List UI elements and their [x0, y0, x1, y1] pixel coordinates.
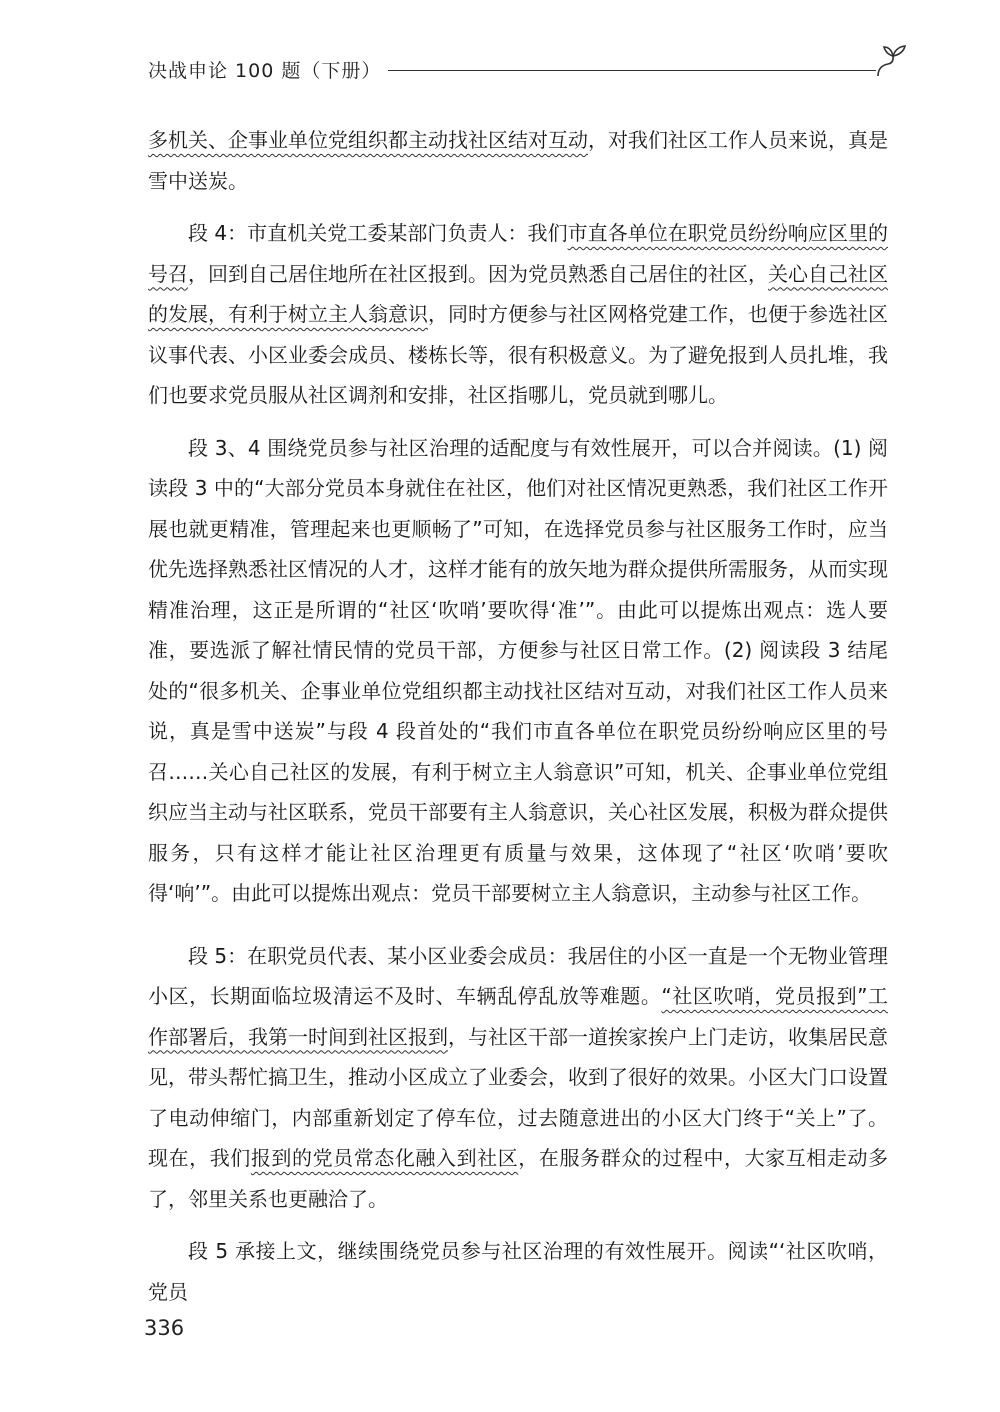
- sprout-icon: [874, 42, 908, 78]
- underlined-text: 市直各单位在职党员纷纷响应区里的号召: [148, 221, 888, 286]
- underlined-text: 关心自己社区的发展，有利于树立主人翁意识: [148, 261, 888, 326]
- book-title: 决战申论 100 题（下册）: [148, 60, 382, 82]
- underlined-text: 报到的党员常态化融入到社区: [250, 1146, 519, 1170]
- paragraph-4: [148, 936, 888, 1220]
- underlined-text: 多机关、企事业单位党组织都主动找社区结对互动: [148, 128, 588, 152]
- text-segment: 段 5 承接上文，继续围绕党员参与社区治理的有效性展开。阅读“‘社区吹哨，党员: [148, 1239, 888, 1304]
- underlined-text: “社区吹哨，党员报到”工作部署后，我第一时间到社区报到: [148, 984, 888, 1049]
- text-segment: ，在服务群众的过程中，大家互相走动多了，邻里关系也更融洽了。: [148, 1146, 889, 1211]
- page-number: 336: [144, 1316, 185, 1340]
- text-segment: ，回到自己居住地所在社区报到。因为党员熟悉自己居住的社区，: [188, 261, 768, 286]
- text-segment: 段 3、4 围绕党员参与社区治理的适配度与有效性展开，可以合并阅读。(1) 阅读段 3 中的“大部分党员本身就住在社区，他们对社区情况更熟悉，我们社区工作开展也就更精准，管理起来也更顺畅了”可知，在选择党员参与社区服务工作时，应当优先选择熟悉社区情况的人才，这样才能有的放矢地为群众提供所需服务，从而实现精准治理，这正是所谓的“社区‘吹哨’要吹得‘准’”。由此可以提炼出观点：选人要准，要选派了解社情民情的党员干部，方便参与社区日常工作。(2) 阅读段 3 结尾处的“很多机关、企事业单位党组织都主动找社区结对互动，对我们社区工作人员来说，真是雪中送炭”与段 4 段首处的“我们市直各单位在职党员纷纷响应区里的号召……关心自己社区的发展，有利于树立主人翁意识”可知，机关、企事业单位党组织应当主动与社区联系，党员干部要有主人翁意识，关心社区发展，积极为群众提供服务，只有这样才能让社区治理更有质量与效果，这体现了“社区‘吹哨’要吹得‘响’”。由此可以提炼出观点：党员干部要树立主人翁意识，主动参与社区工作。: [148, 435, 888, 905]
- text-segment: ，同时方便参与社区网格党建工作，也便于参选社区议事代表、小区业委会成员、楼栋长等，很有积极意义。为了避免报到人员扎堆，我们也要求党员服从社区调剂和安排，社区指哪儿，党员就到哪儿。: [148, 302, 888, 407]
- page-body: [148, 120, 888, 1312]
- paragraph-5: [148, 1231, 888, 1312]
- paragraph-3: [148, 428, 888, 914]
- text-segment: ，对我们社区工作人员来说，真是雪中送炭。: [148, 128, 888, 193]
- running-header: [148, 52, 900, 92]
- text-segment: ，与社区干部一道挨家挨户上门走访，收集居民意见，带头帮忙搞卫生，推动小区成立了业委会，收到了很好的效果。小区大门口设置了电动伸缩门，内部重新划定了停车位，过去随意进出的小区大门终于“关上”了。现在，我们: [148, 1024, 888, 1170]
- header-rule: [388, 70, 876, 71]
- paragraph-2: [148, 213, 888, 416]
- text-segment: 段 4：市直机关党工委某部门负责人：我们: [188, 221, 568, 245]
- text-segment: 段 5：在职党员代表、某小区业委会成员：我居住的小区一直是一个无物业管理小区，长期面临垃圾清运不及时、车辆乱停乱放等难题。: [148, 943, 888, 1008]
- paragraph-1: [148, 120, 888, 201]
